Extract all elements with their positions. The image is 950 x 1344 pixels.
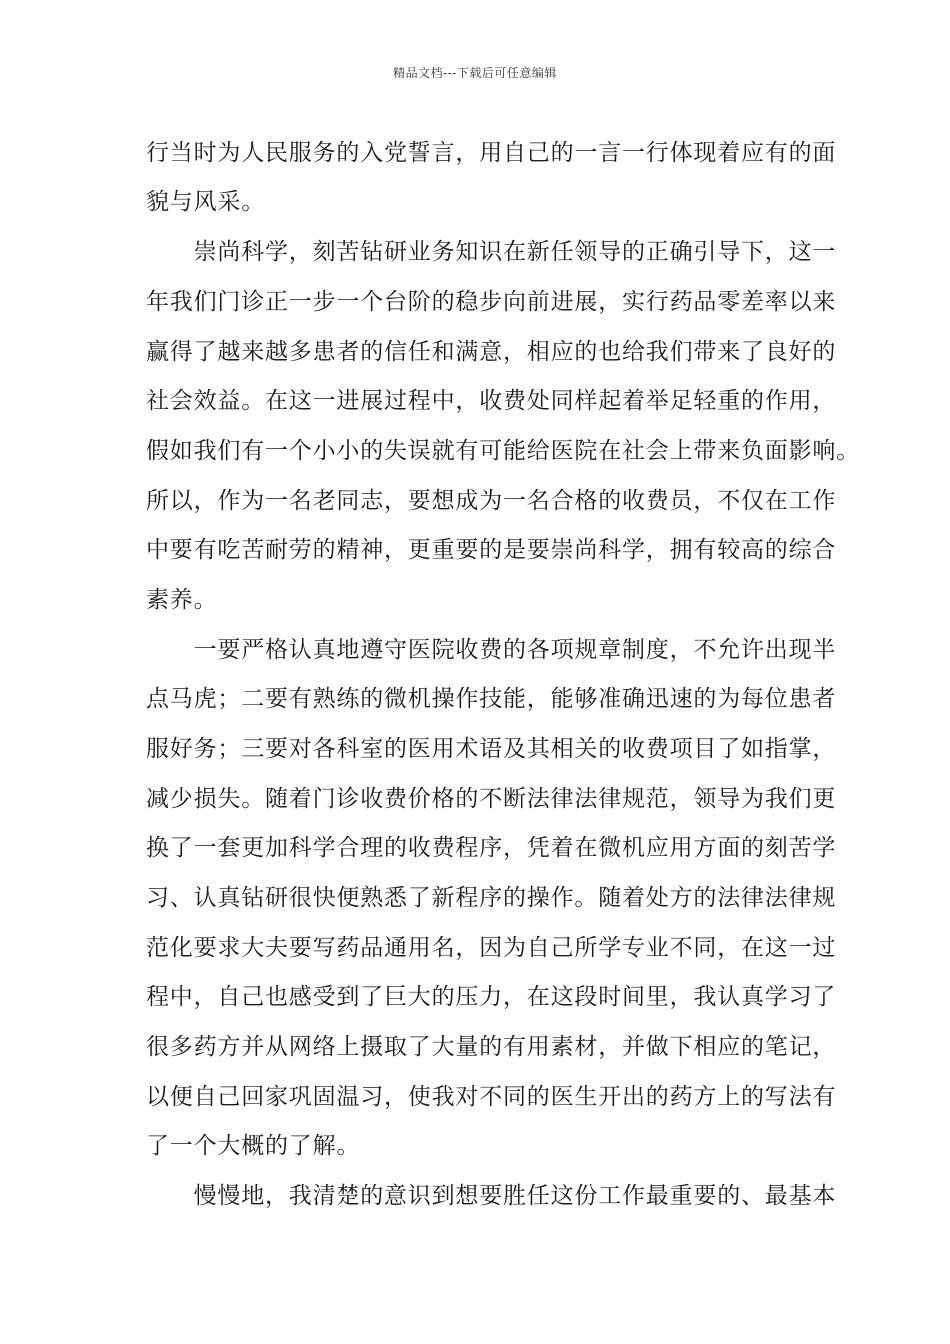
body-line: 行当时为人民服务的入党誓言，用自己的一言一行体现着应有的面 — [146, 140, 837, 166]
body-line: 所以，作为一名老同志，要想成为一名合格的收费员，不仅在工作 — [146, 488, 837, 514]
body-line: 了一个大概的了解。 — [146, 1133, 361, 1159]
body-line: 点马虎；二要有熟练的微机操作技能，能够准确迅速的为每位患者 — [146, 686, 837, 712]
body-line: 素养。 — [146, 587, 218, 613]
body-line: 中要有吃苦耐劳的精神，更重要的是要崇尚科学，拥有较高的综合 — [146, 537, 837, 563]
body-line: 一要严格认真地遵守医院收费的各项规章制度，不允许出现半 — [146, 637, 837, 663]
body-line: 程中，自己也感受到了巨大的压力，在这段时间里，我认真学习了 — [146, 984, 837, 1010]
body-line: 换了一套更加科学合理的收费程序，凭着在微机应用方面的刻苦学 — [146, 835, 837, 861]
body-line: 假如我们有一个小小的失误就有可能给医院在社会上带来负面影响。 — [146, 438, 860, 464]
body-line: 社会效益。在这一进展过程中，收费处同样起着举足轻重的作用， — [146, 388, 837, 414]
body-line: 貌与风采。 — [146, 189, 265, 215]
page-header: 精品文档---下载后可任意编辑 — [393, 66, 557, 80]
body-line: 减少损失。随着门诊收费价格的不断法律法律规范，领导为我们更 — [146, 786, 837, 812]
body-line: 范化要求大夫要写药品通用名，因为自己所学专业不同，在这一过 — [146, 935, 837, 961]
body-line: 服好务；三要对各科室的医用术语及其相关的收费项目了如指掌， — [146, 736, 837, 762]
body-line: 以便自己回家巩固温习，使我对不同的医生开出的药方上的写法有 — [146, 1084, 837, 1110]
body-line: 崇尚科学，刻苦钻研业务知识在新任领导的正确引导下，这一 — [146, 239, 837, 265]
body-line: 很多药方并从网络上摄取了大量的有用素材，并做下相应的笔记， — [146, 1034, 837, 1060]
body-line: 慢慢地，我清楚的意识到想要胜任这份工作最重要的、最基本 — [146, 1183, 837, 1209]
body-line: 年我们门诊正一步一个台阶的稳步向前进展，实行药品零差率以来 — [146, 289, 837, 315]
body-line: 习、认真钻研很快便熟悉了新程序的操作。随着处方的法律法律规 — [146, 885, 837, 911]
body-line: 赢得了越来越多患者的信任和满意，相应的也给我们带来了良好的 — [146, 339, 837, 365]
